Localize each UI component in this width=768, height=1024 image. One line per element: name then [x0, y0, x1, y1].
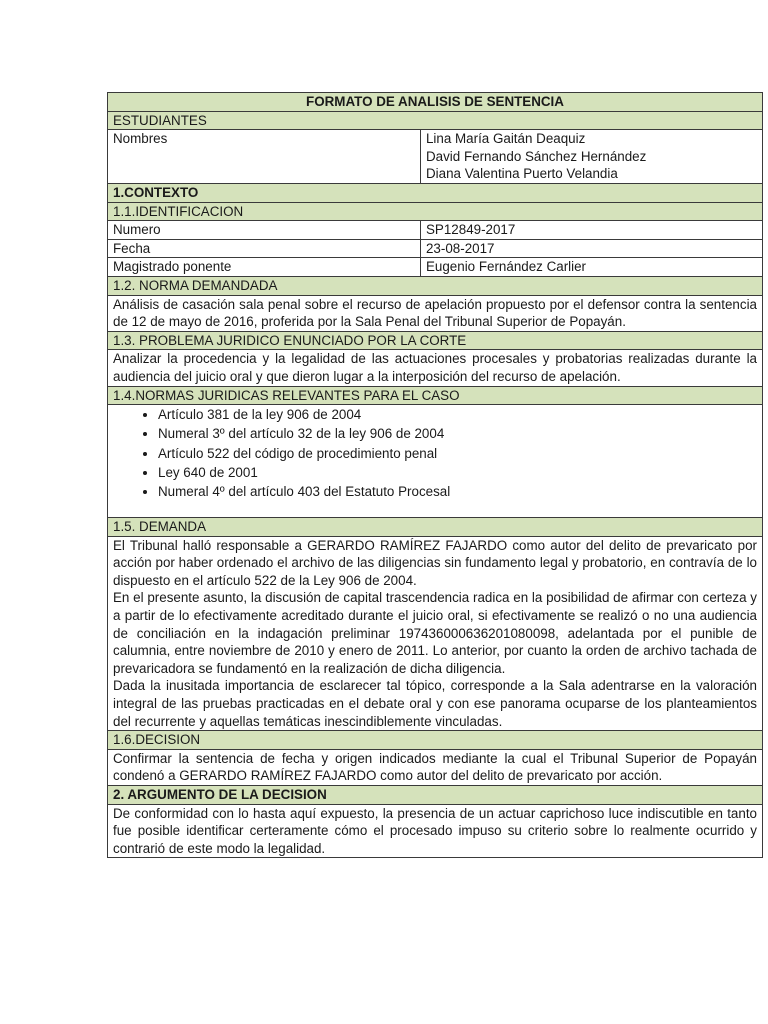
sentence-analysis-table [107, 92, 763, 858]
norm-item: • Artículo 381 de la ley 906 de 2004 [158, 405, 757, 424]
demand-paragraph: Dada la inusitada importancia de esclarecer tal tópico, corresponde a la Sala adentrarse en la valoración integral de las pruebas practicadas en el debate oral y con ese panorama ocuparse de los planteamientos del recurrente y aquellas temáticas inescindiblemente vinculadas. [113, 678, 757, 729]
document-title: FORMATO DE ANALISIS DE SENTENCIA [108, 93, 763, 112]
relevant-norms-cell [108, 405, 763, 518]
date-value: 23-08-2017 [420, 239, 762, 258]
date-label: Fecha [108, 239, 421, 258]
context-section-header: 1.CONTEXTO [108, 183, 763, 202]
norm-item: • Numeral 4º del artículo 403 del Estatuto Procesal [158, 482, 757, 501]
identification-header: 1.1.IDENTIFICACION [108, 202, 763, 221]
relevant-norms-header: 1.4.NORMAS JURIDICAS RELEVANTES PARA EL CASO [108, 386, 763, 405]
argument-section-header: 2. ARGUMENTO DE LA DECISION [108, 786, 763, 805]
demand-paragraph: El Tribunal halló responsable a GERARDO RAMÍREZ FAJARDO como autor del delito de prevaricato por acción por haber ordenado el archivo de las diligencias sin fundamento legal y probatorio, en contravía de lo dispuesto en el artículo 522 de la Ley 906 de 2004. [113, 537, 757, 588]
names-label: Nombres [108, 130, 421, 184]
norm-item: • Ley 640 de 2001 [158, 463, 757, 482]
norm-item: • Artículo 522 del código de procedimiento penal [158, 444, 757, 463]
legal-problem-header: 1.3. PROBLEMA JURIDICO ENUNCIADO POR LA CORTE [108, 331, 763, 350]
demand-header: 1.5. DEMANDA [108, 518, 763, 537]
student-name: Diana Valentina Puerto Velandia [425, 166, 618, 182]
demand-text [108, 536, 763, 731]
demand-paragraph: En el presente asunto, la discusión de capital trascendencia radica en la posibilidad de afirmar con certeza y a partir de lo efectivamente acreditado durante el juicio oral, si efectivamente se realizó o no una audiencia de conciliación en la indagación preliminar 197436000636201080098, adelantada por el punible de calumnia, entre noviembre de 2010 y enero de 2011. Lo anterior, por cuanto la orden de archivo tachada de prevaricadora se fundamentó en la realización de dicha diligencia. [113, 590, 757, 676]
students-header: ESTUDIANTES [108, 111, 763, 130]
argument-text: De conformidad con lo hasta aquí expuesto, la presencia de un actuar caprichoso luce indiscutible en tanto fue posible identificar certeramente cómo el procesado impuso su criterio sobre lo realmente ocurrido y contrarió de este modo la legalidad. [108, 804, 763, 858]
number-label: Numero [108, 221, 421, 240]
norm-item: • Numeral 3º del artículo 32 de la ley 906 de 2004 [158, 424, 757, 443]
magistrate-value: Eugenio Fernández Carlier [420, 258, 762, 277]
decision-header: 1.6.DECISION [108, 731, 763, 750]
student-names [420, 130, 762, 184]
decision-text: Confirmar la sentencia de fecha y origen indicados mediante la cual el Tribunal Superior de Popayán condenó a GERARDO RAMÍREZ FAJARDO como autor del delito de prevaricato por acción. [108, 749, 763, 785]
legal-problem-text: Analizar la procedencia y la legalidad de las actuaciones procesales y probatorias realizadas durante la audiencia del juicio oral y que dieron lugar a la interposición del recurso de apelación. [108, 350, 763, 386]
number-value: SP12849-2017 [420, 221, 762, 240]
student-name: Lina María Gaitán Deaquiz [425, 131, 586, 147]
student-name: David Fernando Sánchez Hernández [425, 148, 647, 164]
norm-demanded-text: Análisis de casación sala penal sobre el recurso de apelación propuesto por el defensor contra la sentencia de 12 de mayo de 2016, proferida por la Sala Penal del Tribunal Superior de Popayán. [108, 295, 763, 331]
relevant-norms-list [113, 405, 757, 501]
magistrate-label: Magistrado ponente [108, 258, 421, 277]
norm-demanded-header: 1.2. NORMA DEMANDADA [108, 276, 763, 295]
